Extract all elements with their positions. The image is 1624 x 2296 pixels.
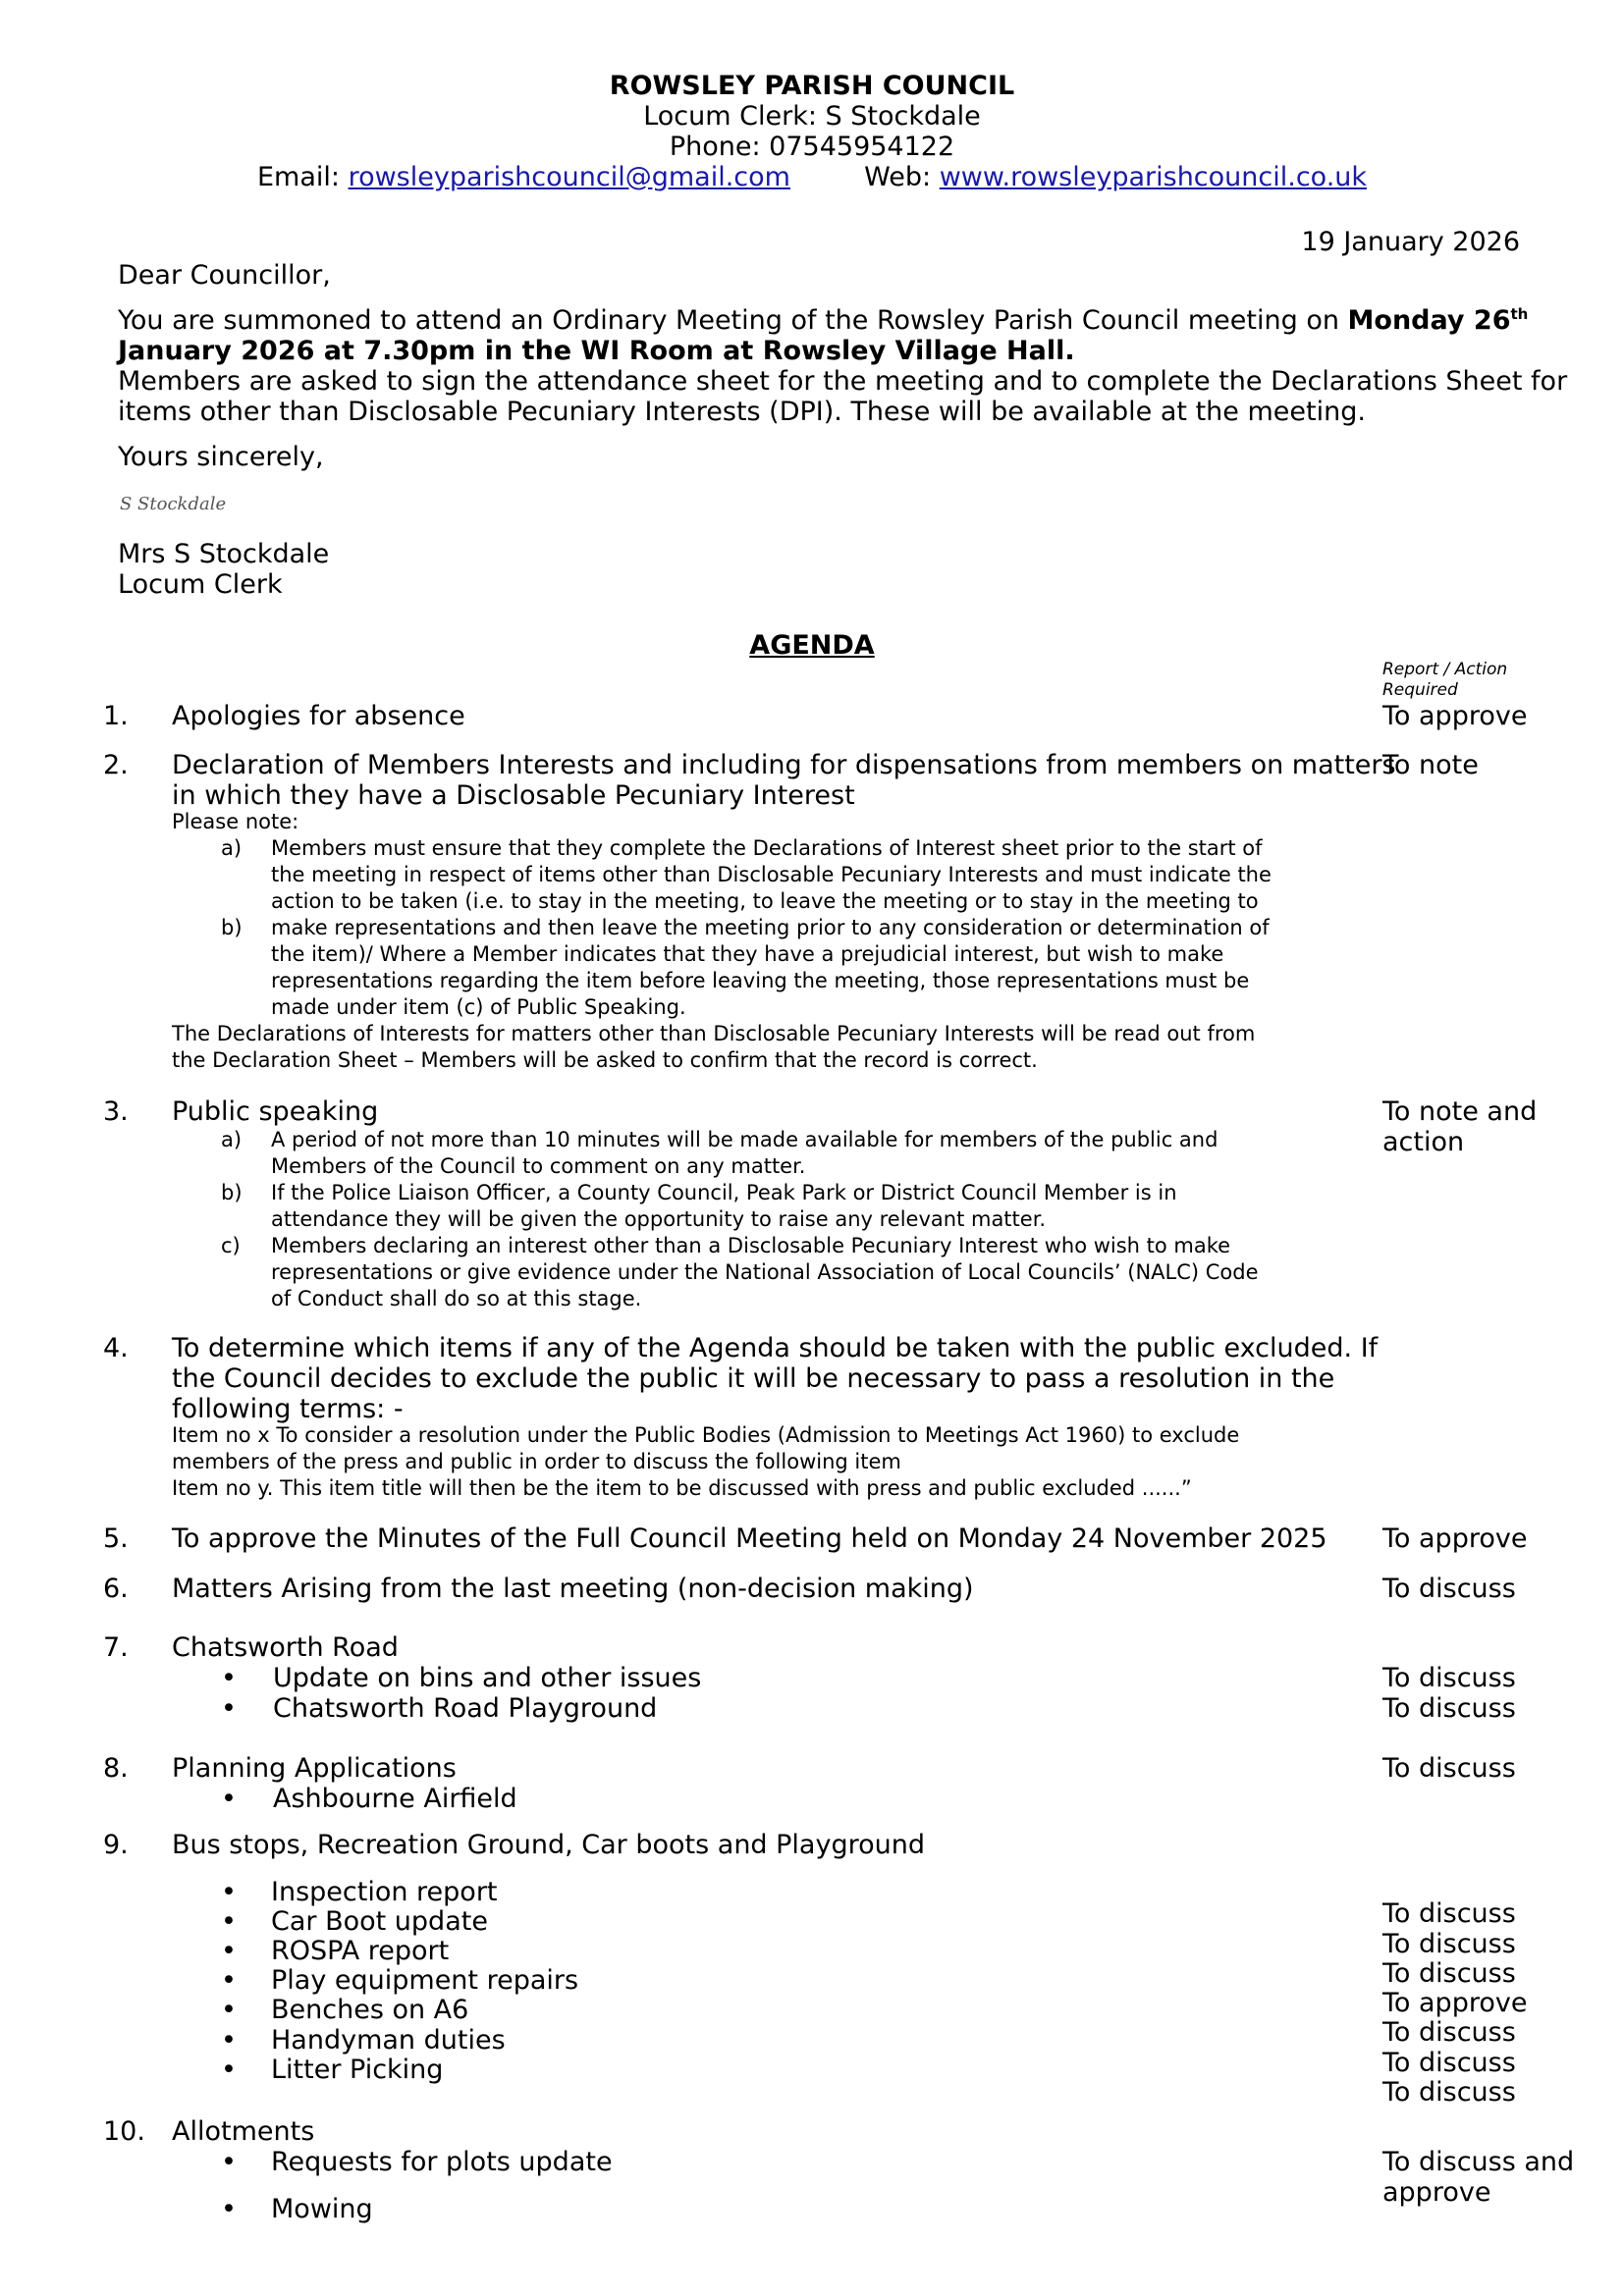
item-7-sub-action: To discuss bbox=[1382, 1663, 1516, 1693]
item-9-sub-action: To discuss bbox=[1382, 1929, 1516, 1959]
agenda-title bbox=[0, 630, 1624, 661]
email-link[interactable]: rowsleyparishcouncil@gmail.com bbox=[348, 162, 790, 192]
item-9-sub-action: To discuss bbox=[1382, 2077, 1516, 2108]
bullet: • bbox=[221, 2194, 237, 2224]
item-4-resolution-line-3: Item no y. This item title will then be the item to be discussed with press and public excluded ......” bbox=[172, 1476, 1192, 1500]
item-9-sub: Litter Picking bbox=[271, 2055, 444, 2085]
phone-line: Phone: 07545954122 bbox=[669, 132, 955, 162]
item-2-note-line: action to be taken (i.e. to stay in the meeting, to leave the meeting or to stay in the meeting to bbox=[271, 889, 1259, 913]
item-7-number: 7. bbox=[103, 1632, 129, 1663]
column-header-line-1: Report / Action bbox=[1382, 660, 1508, 679]
item-4-resolution-line-1: Item no x To consider a resolution under the Public Bodies (Admission to Meetings Act 1960) to exclude bbox=[172, 1423, 1240, 1447]
item-7-sub: Update on bins and other issues bbox=[273, 1663, 702, 1693]
summons-line-1 bbox=[118, 305, 1528, 336]
item-3-label-b: b) bbox=[221, 1181, 243, 1204]
item-2-note-line: Members must ensure that they complete the Declarations of Interest sheet prior to the start of bbox=[271, 836, 1263, 860]
council-name: ROWSLEY PARISH COUNCIL bbox=[609, 71, 1015, 101]
item-2-note-line: the item)/ Where a Member indicates that they have a prejudicial interest, but wish to make bbox=[271, 942, 1224, 966]
item-2-please-note: Please note: bbox=[172, 810, 299, 833]
item-2-number: 2. bbox=[103, 750, 129, 780]
item-9-sub: ROSPA report bbox=[271, 1936, 450, 1966]
item-9-sub: Car Boot update bbox=[271, 1906, 488, 1937]
item-5-action: To approve bbox=[1382, 1523, 1528, 1554]
item-4-line-3: following terms: - bbox=[172, 1394, 404, 1424]
item-7-sub-action: To discuss bbox=[1382, 1693, 1516, 1724]
bullet: • bbox=[221, 1995, 237, 2025]
item-9-sub: Play equipment repairs bbox=[271, 1965, 579, 1996]
item-2-title-line-2: in which they have a Disclosable Pecuniary Interest bbox=[172, 780, 855, 811]
item-9-sub: Benches on A6 bbox=[271, 1995, 469, 2025]
item-3-sub-line: representations or give evidence under the National Association of Local Councils’ (NALC) Code bbox=[271, 1260, 1259, 1284]
item-2-note-line: representations regarding the item before leaving the meeting, those representations must be bbox=[271, 969, 1250, 992]
instructions-line-2: items other than Disclosable Pecuniary Interests (DPI). These will be available at the meeting. bbox=[118, 397, 1366, 427]
item-2-note-line: the meeting in respect of items other than Disclosable Pecuniary Interests and must indicate the bbox=[271, 863, 1272, 886]
summons-text: You are summoned to attend an Ordinary Meeting of the Rowsley Parish Council meeting on bbox=[118, 305, 1348, 336]
bullet: • bbox=[221, 1965, 237, 1996]
item-3-sub-line: If the Police Liaison Officer, a County Council, Peak Park or District Council Member is in bbox=[271, 1181, 1177, 1204]
item-5-title: To approve the Minutes of the Full Council Meeting held on Monday 24 November 2025 bbox=[172, 1523, 1327, 1554]
bullet: • bbox=[221, 1877, 237, 1907]
item-9-title: Bus stops, Recreation Ground, Car boots and Playground bbox=[172, 1830, 925, 1860]
bullet: • bbox=[221, 2055, 237, 2085]
bullet: • bbox=[221, 1936, 237, 1966]
bullet: • bbox=[221, 1663, 237, 1693]
item-3-label-a: a) bbox=[221, 1128, 243, 1151]
item-7-title: Chatsworth Road bbox=[172, 1632, 399, 1663]
item-3-sub-line: attendance they will be given the opportunity to raise any relevant matter. bbox=[271, 1207, 1047, 1231]
closing: Yours sincerely, bbox=[118, 442, 324, 472]
item-9-sub-action: To discuss bbox=[1382, 1898, 1516, 1929]
item-8-action: To discuss bbox=[1382, 1753, 1516, 1784]
item-3-label-c: c) bbox=[221, 1234, 241, 1257]
email-label: Email: bbox=[256, 162, 340, 192]
item-9-sub-action: To discuss bbox=[1382, 2017, 1516, 2048]
item-2-footer-line-1: The Declarations of Interests for matters other than Disclosable Pecuniary Interests will be read out from bbox=[172, 1022, 1256, 1045]
bullet: • bbox=[221, 1906, 237, 1937]
instructions-line-1: Members are asked to sign the attendance sheet for the meeting and to complete the Declarations Sheet for bbox=[118, 366, 1568, 397]
item-3-number: 3. bbox=[103, 1096, 129, 1127]
item-9-sub-action: To approve bbox=[1382, 1988, 1528, 2018]
item-9-sub-action: To discuss bbox=[1382, 1958, 1516, 1989]
letter-date: 19 January 2026 bbox=[1301, 227, 1520, 257]
item-1-action: To approve bbox=[1382, 701, 1528, 731]
item-2-label-b: b) bbox=[221, 916, 243, 939]
item-1-number: 1. bbox=[103, 701, 129, 731]
item-10-number: 10. bbox=[103, 2116, 145, 2147]
item-3-sub-line: A period of not more than 10 minutes will be made available for members of the public and bbox=[271, 1128, 1218, 1151]
bullet: • bbox=[221, 1693, 237, 1724]
item-7-sub: Chatsworth Road Playground bbox=[273, 1693, 658, 1724]
meeting-details: January 2026 at 7.30pm in the WI Room at Rowsley Village Hall. bbox=[118, 336, 1075, 366]
clerk-role: Locum Clerk bbox=[118, 569, 283, 600]
column-header-line-2: Required bbox=[1382, 680, 1458, 700]
item-10-action-line-1: To discuss and bbox=[1382, 2147, 1575, 2177]
web-link[interactable]: www.rowsleyparishcouncil.co.uk bbox=[939, 162, 1368, 192]
item-6-action: To discuss bbox=[1382, 1574, 1516, 1604]
item-2-note-line: make representations and then leave the meeting prior to any consideration or determination of bbox=[271, 916, 1270, 939]
item-2-title-line-1: Declaration of Members Interests and including for dispensations from members on matters bbox=[172, 750, 1396, 780]
contact-line bbox=[0, 162, 1624, 192]
item-10-action-line-2: approve bbox=[1382, 2177, 1491, 2208]
agenda-title-text: AGENDA bbox=[749, 630, 875, 661]
item-3-title: Public speaking bbox=[172, 1096, 379, 1127]
bullet: • bbox=[221, 2025, 237, 2056]
item-9-sub-action: To discuss bbox=[1382, 2048, 1516, 2078]
clerk-name: Mrs S Stockdale bbox=[118, 539, 330, 569]
item-4-number: 4. bbox=[103, 1333, 129, 1363]
salutation: Dear Councillor, bbox=[118, 260, 331, 291]
item-8-title: Planning Applications bbox=[172, 1753, 457, 1784]
bullet: • bbox=[221, 1784, 237, 1814]
meeting-day-suffix: th bbox=[1510, 305, 1529, 323]
item-3-sub-line: of Conduct shall do so at this stage. bbox=[271, 1287, 642, 1310]
item-3-action-line-2: action bbox=[1382, 1127, 1465, 1157]
item-6-number: 6. bbox=[103, 1574, 129, 1604]
web-label: Web: bbox=[864, 162, 932, 192]
bullet: • bbox=[221, 2147, 237, 2177]
signature: S Stockdale bbox=[120, 494, 227, 514]
item-2-action: To note bbox=[1382, 750, 1479, 780]
item-8-number: 8. bbox=[103, 1753, 129, 1784]
item-8-sub: Ashbourne Airfield bbox=[273, 1784, 517, 1814]
item-4-resolution-line-2: members of the press and public in order to discuss the following item bbox=[172, 1450, 901, 1473]
item-1-title: Apologies for absence bbox=[172, 701, 465, 731]
item-9-sub: Handyman duties bbox=[271, 2025, 506, 2056]
clerk-line: Locum Clerk: S Stockdale bbox=[643, 101, 981, 132]
item-6-title: Matters Arising from the last meeting (non-decision making) bbox=[172, 1574, 974, 1604]
item-3-sub-line: Members of the Council to comment on any matter. bbox=[271, 1154, 806, 1178]
item-4-line-2: the Council decides to exclude the public it will be necessary to pass a resolution in the bbox=[172, 1363, 1335, 1394]
item-2-footer-line-2: the Declaration Sheet – Members will be asked to confirm that the record is correct. bbox=[172, 1048, 1038, 1072]
item-9-number: 9. bbox=[103, 1830, 129, 1860]
item-10-title: Allotments bbox=[172, 2116, 315, 2147]
item-9-sub: Inspection report bbox=[271, 1877, 498, 1907]
item-10-sub: Requests for plots update bbox=[271, 2147, 613, 2177]
item-2-label-a: a) bbox=[221, 836, 243, 860]
item-2-note-line: made under item (c) of Public Speaking. bbox=[271, 995, 686, 1019]
meeting-day: Monday 26 bbox=[1347, 305, 1511, 336]
item-3-action-line-1: To note and bbox=[1382, 1096, 1538, 1127]
item-4-line-1: To determine which items if any of the Agenda should be taken with the public excluded. If bbox=[172, 1333, 1379, 1363]
item-5-number: 5. bbox=[103, 1523, 129, 1554]
item-10-sub: Mowing bbox=[271, 2194, 373, 2224]
item-3-sub-line: Members declaring an interest other than a Disclosable Pecuniary Interest who wish to make bbox=[271, 1234, 1231, 1257]
